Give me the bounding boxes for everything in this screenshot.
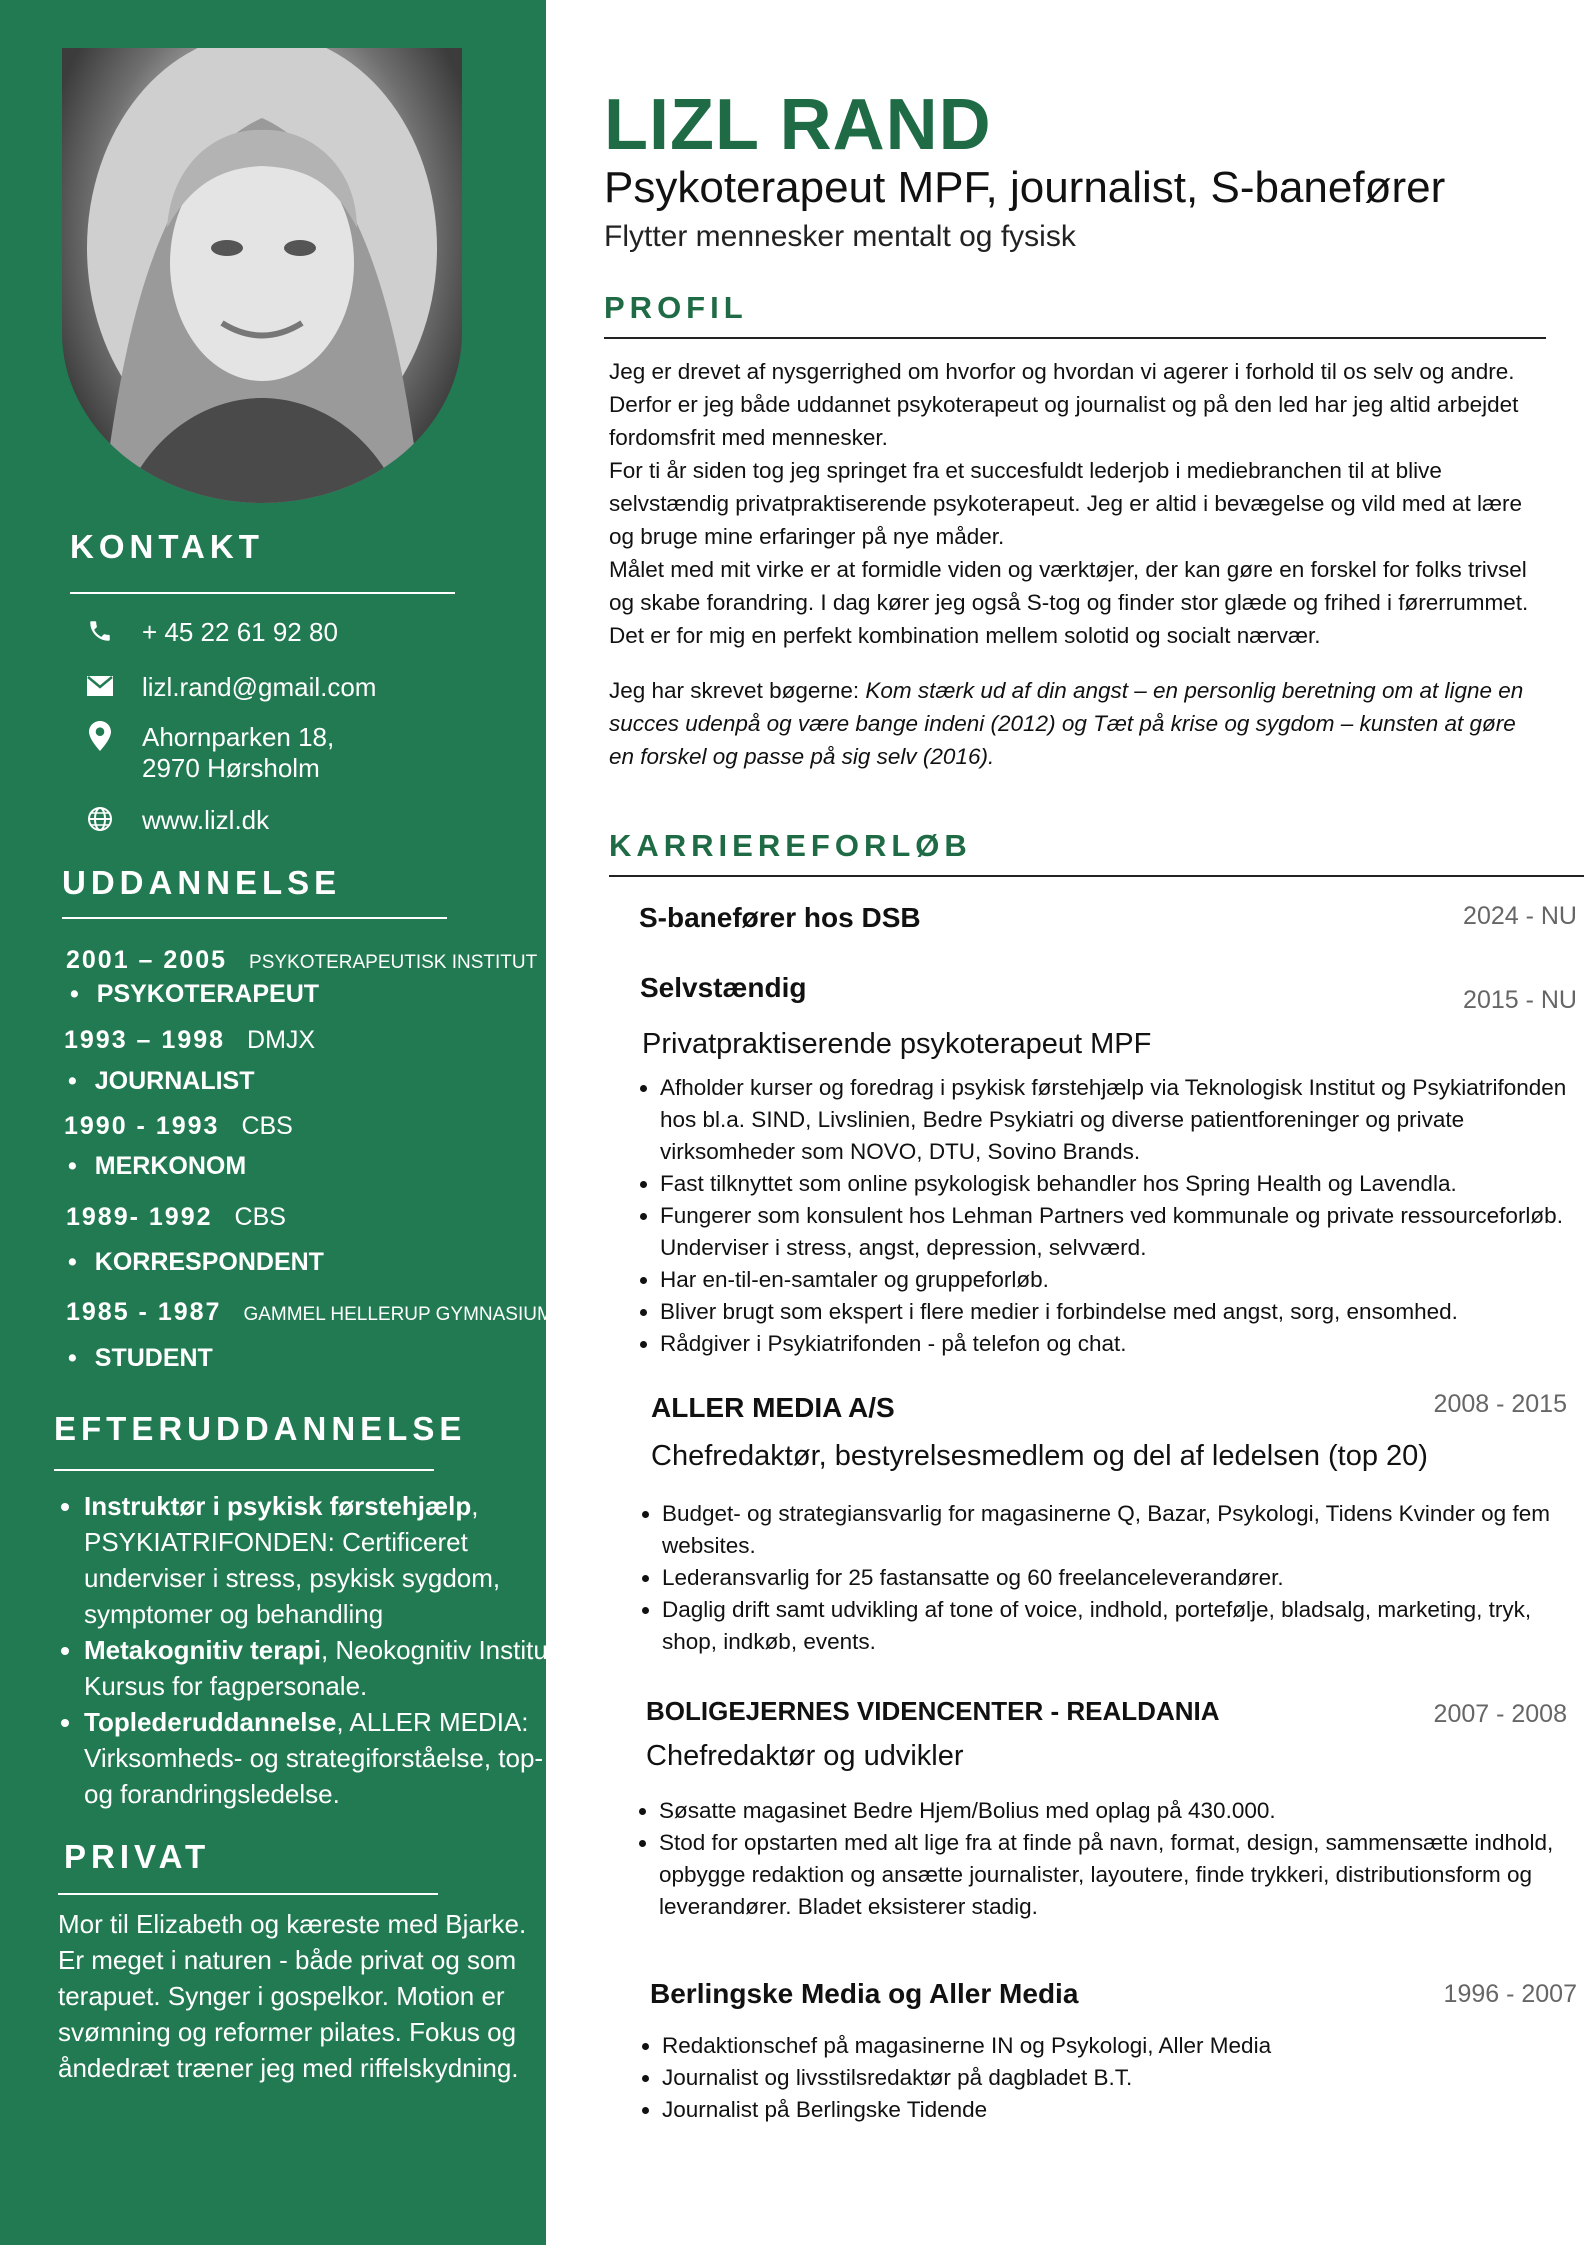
contact-divider: [70, 592, 455, 594]
job-date: 2007 - 2008: [1433, 1700, 1567, 1728]
job-role: Chefredaktør og udvikler: [646, 1740, 964, 1772]
contact-phone-text[interactable]: + 45 22 61 92 80: [142, 617, 338, 647]
job-title: S-banefører hos DSB: [639, 902, 921, 933]
job-bullet: • Journalist og livsstilsredaktør på dagbladet B.T.: [662, 2062, 1562, 2094]
education-degree: • STUDENT: [68, 1344, 213, 1373]
job-bullet: • Budget- og strategiansvarlig for magasinerne Q, Bazar, Psykologi, Tidens Kvinder og fem websites.: [662, 1498, 1582, 1562]
job-bullet: • Bliver brugt som ekspert i flere medier i forbindelse med angst, sorg, ensomhed.: [660, 1296, 1587, 1328]
education-years: 1993 – 1998: [64, 1026, 226, 1054]
further-education-heading: EFTERUDDANNELSE: [54, 1410, 467, 1447]
education-item-4: [66, 1203, 286, 1232]
further-education-list: [54, 1488, 564, 1812]
education-years: 2001 – 2005: [66, 946, 228, 974]
phone-icon: [86, 617, 114, 645]
course-name: Metakognitiv terapi: [84, 1635, 321, 1665]
address-line-2: 2970 Hørsholm: [142, 753, 320, 783]
person-name: LIZL RAND: [604, 85, 992, 165]
profile-paragraph: For ti år siden tog jeg springet fra et succesfuldt lederjob i mediebranchen til at blive selvstændig privatpraktiserende psykoterapeut. Jeg er altid i bevægelse og vild med at lære og bruge mine erfaringer på nye måder.: [609, 458, 1522, 549]
books-paragraph: [609, 674, 1544, 773]
further-education-item: [84, 1632, 564, 1704]
course-details: , Neokognitiv Institut: Kursus for fagpersonale.: [84, 1635, 563, 1701]
location-pin-icon: [86, 722, 114, 750]
job-title: Selvstændig: [640, 972, 807, 1003]
books-titles: Kom stærk ud af din angst – en personlig beretning om at ligne en succes udenpå og være bange indeni (2012) og Tæt på krise og sygdom – kunsten at gøre en forskel og passe på sig selv (2016).: [609, 678, 1524, 769]
education-degree: • MERKONOM: [68, 1152, 246, 1181]
job-bullet: • Fast tilknyttet som online psykologisk behandler hos Spring Health og Lavendla.: [660, 1168, 1587, 1200]
profile-heading: PROFIL: [604, 290, 748, 325]
job-bullet: • Søsatte magasinet Bedre Hjem/Bolius med oplag på 430.000.: [659, 1795, 1587, 1827]
profile-text: [609, 355, 1544, 773]
profile-divider: [604, 337, 1546, 339]
contact-address: [86, 722, 334, 784]
profile-paragraph: Jeg er drevet af nysgerrighed om hvorfor og hvordan vi agerer i forhold til os selv og andre. Derfor er jeg både uddannet psykoterapeut og journalist og på den led har jeg altid arbejdet fordomsfrit med mennesker.: [609, 359, 1519, 450]
career-heading: KARRIEREFORLØB: [609, 828, 972, 863]
job-role: Privatpraktiserende psykoterapeut MPF: [642, 1028, 1152, 1060]
contact-phone: [86, 617, 338, 648]
contact-address-text: [142, 722, 334, 784]
job-date: 2015 - NU: [1463, 986, 1577, 1014]
private-heading: PRIVAT: [64, 1838, 211, 1875]
professional-title: Psykoterapeut MPF, journalist, S-banefører: [604, 163, 1446, 212]
education-years: 1985 - 1987: [66, 1298, 222, 1326]
job-title: Berlingske Media og Aller Media: [650, 1978, 1079, 2009]
job-bullets: [625, 1795, 1587, 1923]
job-date: 1996 - 2007: [1443, 1980, 1577, 2008]
education-divider: [62, 917, 447, 919]
job-date: 2008 - 2015: [1433, 1390, 1567, 1418]
education-years: 1989- 1992: [66, 1203, 213, 1231]
education-institution: CBS: [241, 1112, 293, 1140]
tagline: Flytter mennesker mentalt og fysisk: [604, 220, 1076, 253]
globe-icon: [86, 805, 114, 833]
contact-web: [86, 805, 269, 836]
envelope-icon: [86, 672, 114, 700]
job-bullet: • Lederansvarlig for 25 fastansatte og 60 freelanceleverandører.: [662, 1562, 1582, 1594]
education-heading: UDDANNELSE: [62, 864, 342, 901]
job-bullets: [626, 1072, 1587, 1360]
job-bullet: • Stod for opstarten med alt lige fra at finde på navn, format, design, sammensætte indhold, opbygge redaktion og ansætte journalister, layoutere, finde trykkeri, distributionsform og leverandører. Bladet eksisterer stadig.: [659, 1827, 1587, 1923]
education-item-5: [66, 1298, 553, 1327]
further-education-item: [84, 1488, 564, 1632]
education-degree: • KORRESPONDENT: [68, 1248, 324, 1277]
further-education-divider: [54, 1469, 434, 1471]
sidebar: [0, 0, 563, 2245]
education-item-1: [66, 946, 537, 975]
job-bullet: • Afholder kurser og foredrag i psykisk førstehjælp via Teknologisk Institut og Psykiatrifonden hos bl.a. SIND, Livslinien, Bedre Psykiatri og diverse patientforeninger og private virksomheder som NOVO, DTU, Sovino Brands.: [660, 1072, 1587, 1168]
main-content: [546, 0, 1587, 2245]
job-bullet: • Journalist på Berlingske Tidende: [662, 2094, 1562, 2126]
education-item-3: [64, 1112, 293, 1141]
education-institution: PSYKOTERAPEUTISK INSTITUT: [249, 952, 538, 973]
education-institution: GAMMEL HELLERUP GYMNASIUM: [243, 1304, 553, 1325]
books-intro: Jeg har skrevet bøgerne:: [609, 678, 866, 703]
job-bullets: [628, 2030, 1562, 2126]
contact-email: [86, 672, 376, 703]
job-bullet: • Fungerer som konsulent hos Lehman Partners ved kommunale og private ressourceforløb. Underviser i stress, angst, depression, selvværd.: [660, 1200, 1587, 1264]
job-bullet: • Rådgiver i Psykiatrifonden - på telefon og chat.: [660, 1328, 1587, 1360]
job-bullet: • Har en-til-en-samtaler og gruppeforløb.: [660, 1264, 1587, 1296]
education-item-2: [64, 1026, 315, 1055]
job-bullet: • Daglig drift samt udvikling af tone of voice, indhold, portefølje, bladsalg, marketing, tryk, shop, indkøb, events.: [662, 1594, 1582, 1658]
contact-web-text[interactable]: www.lizl.dk: [142, 805, 270, 835]
education-degree: • JOURNALIST: [68, 1067, 255, 1096]
job-role: Chefredaktør, bestyrelsesmedlem og del af ledelsen (top 20): [651, 1440, 1428, 1472]
job-bullets: [628, 1498, 1582, 1658]
course-name: Toplederuddannelse: [84, 1707, 337, 1737]
private-text: Mor til Elizabeth og kæreste med Bjarke. Er meget i naturen - både privat og som terapuet. Synger i gospelkor. Motion er svømning og reformer pilates. Fokus og åndedræt træner jeg med riffelskydning.: [58, 1909, 527, 2083]
job-date: 2024 - NU: [1463, 902, 1577, 930]
private-divider: [58, 1893, 438, 1895]
education-institution: CBS: [234, 1203, 286, 1231]
job-title: BOLIGEJERNES VIDENCENTER - REALDANIA: [646, 1696, 1220, 1726]
contact-heading: KONTAKT: [70, 528, 264, 565]
profile-photo: [62, 48, 462, 503]
education-institution: DMJX: [247, 1026, 316, 1054]
course-name: Instruktør i psykisk førstehjælp: [84, 1491, 472, 1521]
course-details: , ALLER MEDIA: Virksomheds- og strategiforståelse, top- og forandringsledelse.: [84, 1707, 544, 1809]
education-degree: • PSYKOTERAPEUT: [70, 980, 319, 1009]
job-title: ALLER MEDIA A/S: [651, 1392, 895, 1423]
portrait-illustration: [62, 48, 462, 503]
address-line-1: Ahornparken 18,: [142, 722, 335, 752]
career-divider: [609, 875, 1584, 877]
further-education-item: [84, 1704, 564, 1812]
profile-paragraph: Målet med mit virke er at formidle viden og værktøjer, der kan gøre en forskel for folks trivsel og skabe forandring. I dag kører jeg også S-tog og finder stor glæde og frihed i førerrummet. Det er for mig en perfekt kombination mellem solotid og socialt nærvær.: [609, 557, 1529, 648]
education-years: 1990 - 1993: [64, 1112, 220, 1140]
job-bullet: • Redaktionschef på magasinerne IN og Psykologi, Aller Media: [662, 2030, 1562, 2062]
course-details: , PSYKIATRIFONDEN: Certificeret underviser i stress, psykisk sygdom, symptomer og behandling: [84, 1491, 501, 1629]
contact-email-text[interactable]: lizl.rand@gmail.com: [142, 672, 377, 702]
